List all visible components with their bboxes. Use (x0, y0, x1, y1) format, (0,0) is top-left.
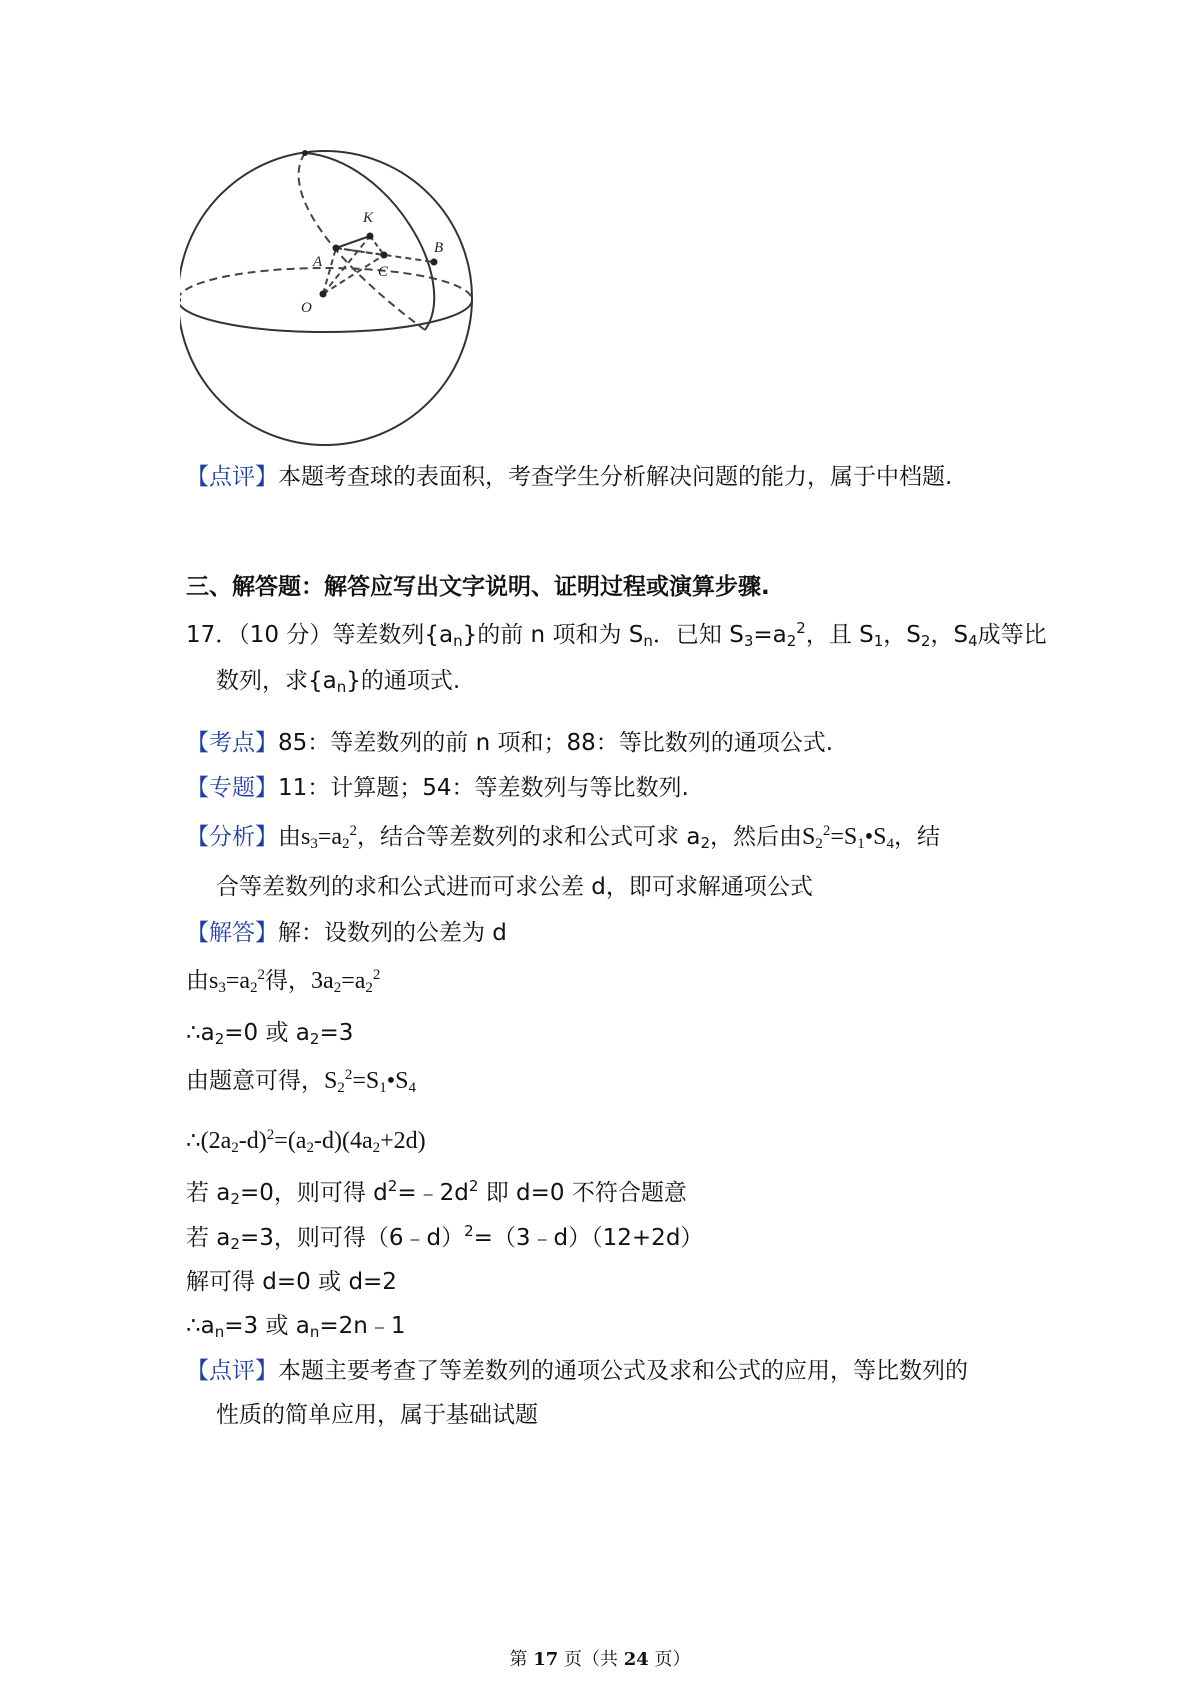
fenxi-line-2: 合等差数列的求和公式进而可求公差 d，即可求解通项公式 (216, 874, 813, 900)
question-number: 17． (186, 622, 239, 648)
formula-step-3: $S_2^2=S_1•S_4$ (324, 1067, 416, 1096)
jieda-line (186, 918, 507, 948)
step-6: 若 $a_2=3$，则可得（6﹣d）$^2$=（3﹣d）（12+2d） (186, 1222, 704, 1253)
fenxi-line-1: 【分析】由$s_3=a_2^2$，结合等差数列的求和公式可求 $a_2$，然后由$S_2^2=S_1•S_4$，结 (186, 823, 940, 852)
step-1-mid: 得， (265, 968, 312, 994)
step-6b: =3，则可得（6﹣d） (239, 1225, 465, 1251)
step-2: $\therefore a_2=0$ 或 $a_2=3$ (186, 1020, 354, 1048)
fenxi-text-3: ，然后由 (709, 824, 802, 850)
question-text-7: ，S (930, 622, 969, 648)
fenxi-text-4: ，结 (893, 824, 940, 850)
question-text-6: ，S (883, 622, 921, 648)
comment-text-2: 本题主要考查了等差数列的通项公式及求和公式的应用，等比数列的 (278, 1358, 968, 1384)
point-b (431, 259, 438, 266)
step-5d: 即 d=0 不符合题意 (478, 1180, 687, 1206)
comment-tag: 【点评】 (186, 464, 278, 490)
step-3 (186, 1066, 416, 1096)
step-3-text: 由题意可得， (186, 1068, 324, 1094)
step-4 (186, 1126, 426, 1156)
section-heading: 三、解答题：解答应写出文字说明、证明过程或演算步骤. (186, 574, 770, 600)
point-left (180, 297, 181, 303)
comment-paragraph-1 (186, 462, 952, 492)
great-circle-back (299, 153, 425, 330)
question-text-8: 成等比 (977, 622, 1047, 648)
fenxi-tag: 【分析】 (186, 824, 278, 850)
zhuanti-text: 11：计算题；54：等差数列与等比数列. (278, 775, 689, 801)
step-8a: ∴a (186, 1313, 215, 1339)
step-8c: =2n﹣1 (319, 1313, 406, 1339)
comment-text: 本题考查球的表面积，考查学生分析解决问题的能力，属于中档题. (278, 464, 953, 490)
question-17-line-1: 17．（10 分）等差数列$\{a_n\}$的前 n 项和为 $S_n$．已知 $S_3=a_2^2$，且 $S_1$，$S_2$，$S_4$成等比 (186, 619, 1047, 650)
footer-mid: 页（共 (558, 1649, 624, 1670)
step-4-text: ∴ (186, 1128, 201, 1154)
point-a (333, 245, 340, 252)
label-k: K (363, 210, 374, 226)
point-k (367, 233, 374, 240)
formula-s3: $s_3=a_2^2$ (301, 823, 358, 852)
question-text-10: 的通项式. (360, 668, 461, 694)
question-text-3: ．已知 S (652, 622, 744, 648)
formula-step-1a: $s_3=a_2^2$ (209, 967, 266, 996)
fenxi-text-2: ，结合等差数列的求和公式可求 a (357, 824, 701, 850)
label-c: C (378, 264, 389, 280)
step-7: 解可得 d=0 或 d=2 (186, 1269, 397, 1295)
label-b: B (434, 240, 444, 256)
question-text-4: =a (753, 622, 787, 648)
sphere-figure (180, 150, 490, 450)
page-number: 17 (533, 1649, 559, 1670)
point-top (302, 150, 308, 156)
kaodian-line (186, 728, 833, 758)
formula-step-1b: $3a_2=a_2^2$ (311, 967, 381, 996)
segment-kc (370, 236, 384, 255)
question-score: （10 分） (238, 622, 333, 648)
fenxi-text-1: 由 (278, 824, 301, 850)
step-1 (186, 966, 380, 996)
step-1-text: 由 (186, 968, 209, 994)
step-5a: 若 a (186, 1180, 231, 1206)
step-6c: =（3﹣d）（12+2d） (473, 1225, 704, 1251)
step-5c: =﹣2d (397, 1180, 469, 1206)
comment-tag-2: 【点评】 (186, 1358, 278, 1384)
point-o (320, 291, 327, 298)
question-text: 等差数列 (332, 622, 425, 648)
step-8: $\therefore a_n=3$ 或 $a_n=2n﹣1$ (186, 1313, 406, 1341)
step-2b: =0 或 a (224, 1020, 310, 1046)
question-17-line-2: 数列，求$\{a_n\}$的通项式. (216, 668, 461, 696)
page-footer (0, 1645, 1200, 1671)
question-text-5: ，且 S (805, 622, 874, 648)
great-circle-front (305, 153, 434, 330)
comment-paragraph-2 (186, 1356, 968, 1386)
zhuanti-line (186, 773, 689, 803)
segment-ak (336, 236, 370, 248)
page-total: 24 (623, 1649, 649, 1670)
question-text-2: 的前 n 项和为 S (477, 622, 644, 648)
jieda-text: 解：设数列的公差为 d (278, 920, 507, 946)
equator-front (180, 300, 472, 332)
jieda-tag: 【解答】 (186, 920, 278, 946)
step-6a: 若 a (186, 1225, 231, 1251)
label-a: A (313, 254, 323, 270)
formula-step-4: $(2a_2-d)^2=(a_2-d)(4a_2+2d)$ (200, 1127, 426, 1156)
point-c (381, 252, 388, 259)
formula-s2: $S_2^2=S_1•S_4$ (801, 823, 894, 852)
step-5: 若 $a_2=0$，则可得 $d^2=﹣2d^2$ 即 d=0 不符合题意 (186, 1177, 687, 1208)
question-text-9: 数列，求 (216, 668, 308, 694)
kaodian-text: 85：等差数列的前 n 项和；88：等比数列的通项公式. (278, 730, 834, 756)
comment-paragraph-2-line-2: 性质的简单应用，属于基础试题 (216, 1402, 538, 1428)
step-8b: =3 或 a (224, 1313, 310, 1339)
footer-pre: 第 (509, 1649, 534, 1670)
zhuanti-tag: 【专题】 (186, 775, 278, 801)
sphere-outline (180, 151, 472, 445)
step-2a: ∴a (186, 1020, 215, 1046)
footer-post: 页） (648, 1649, 691, 1670)
kaodian-tag: 【考点】 (186, 730, 278, 756)
label-o: O (301, 300, 312, 316)
step-2c: =3 (319, 1020, 354, 1046)
step-5b: =0，则可得 d (239, 1180, 388, 1206)
